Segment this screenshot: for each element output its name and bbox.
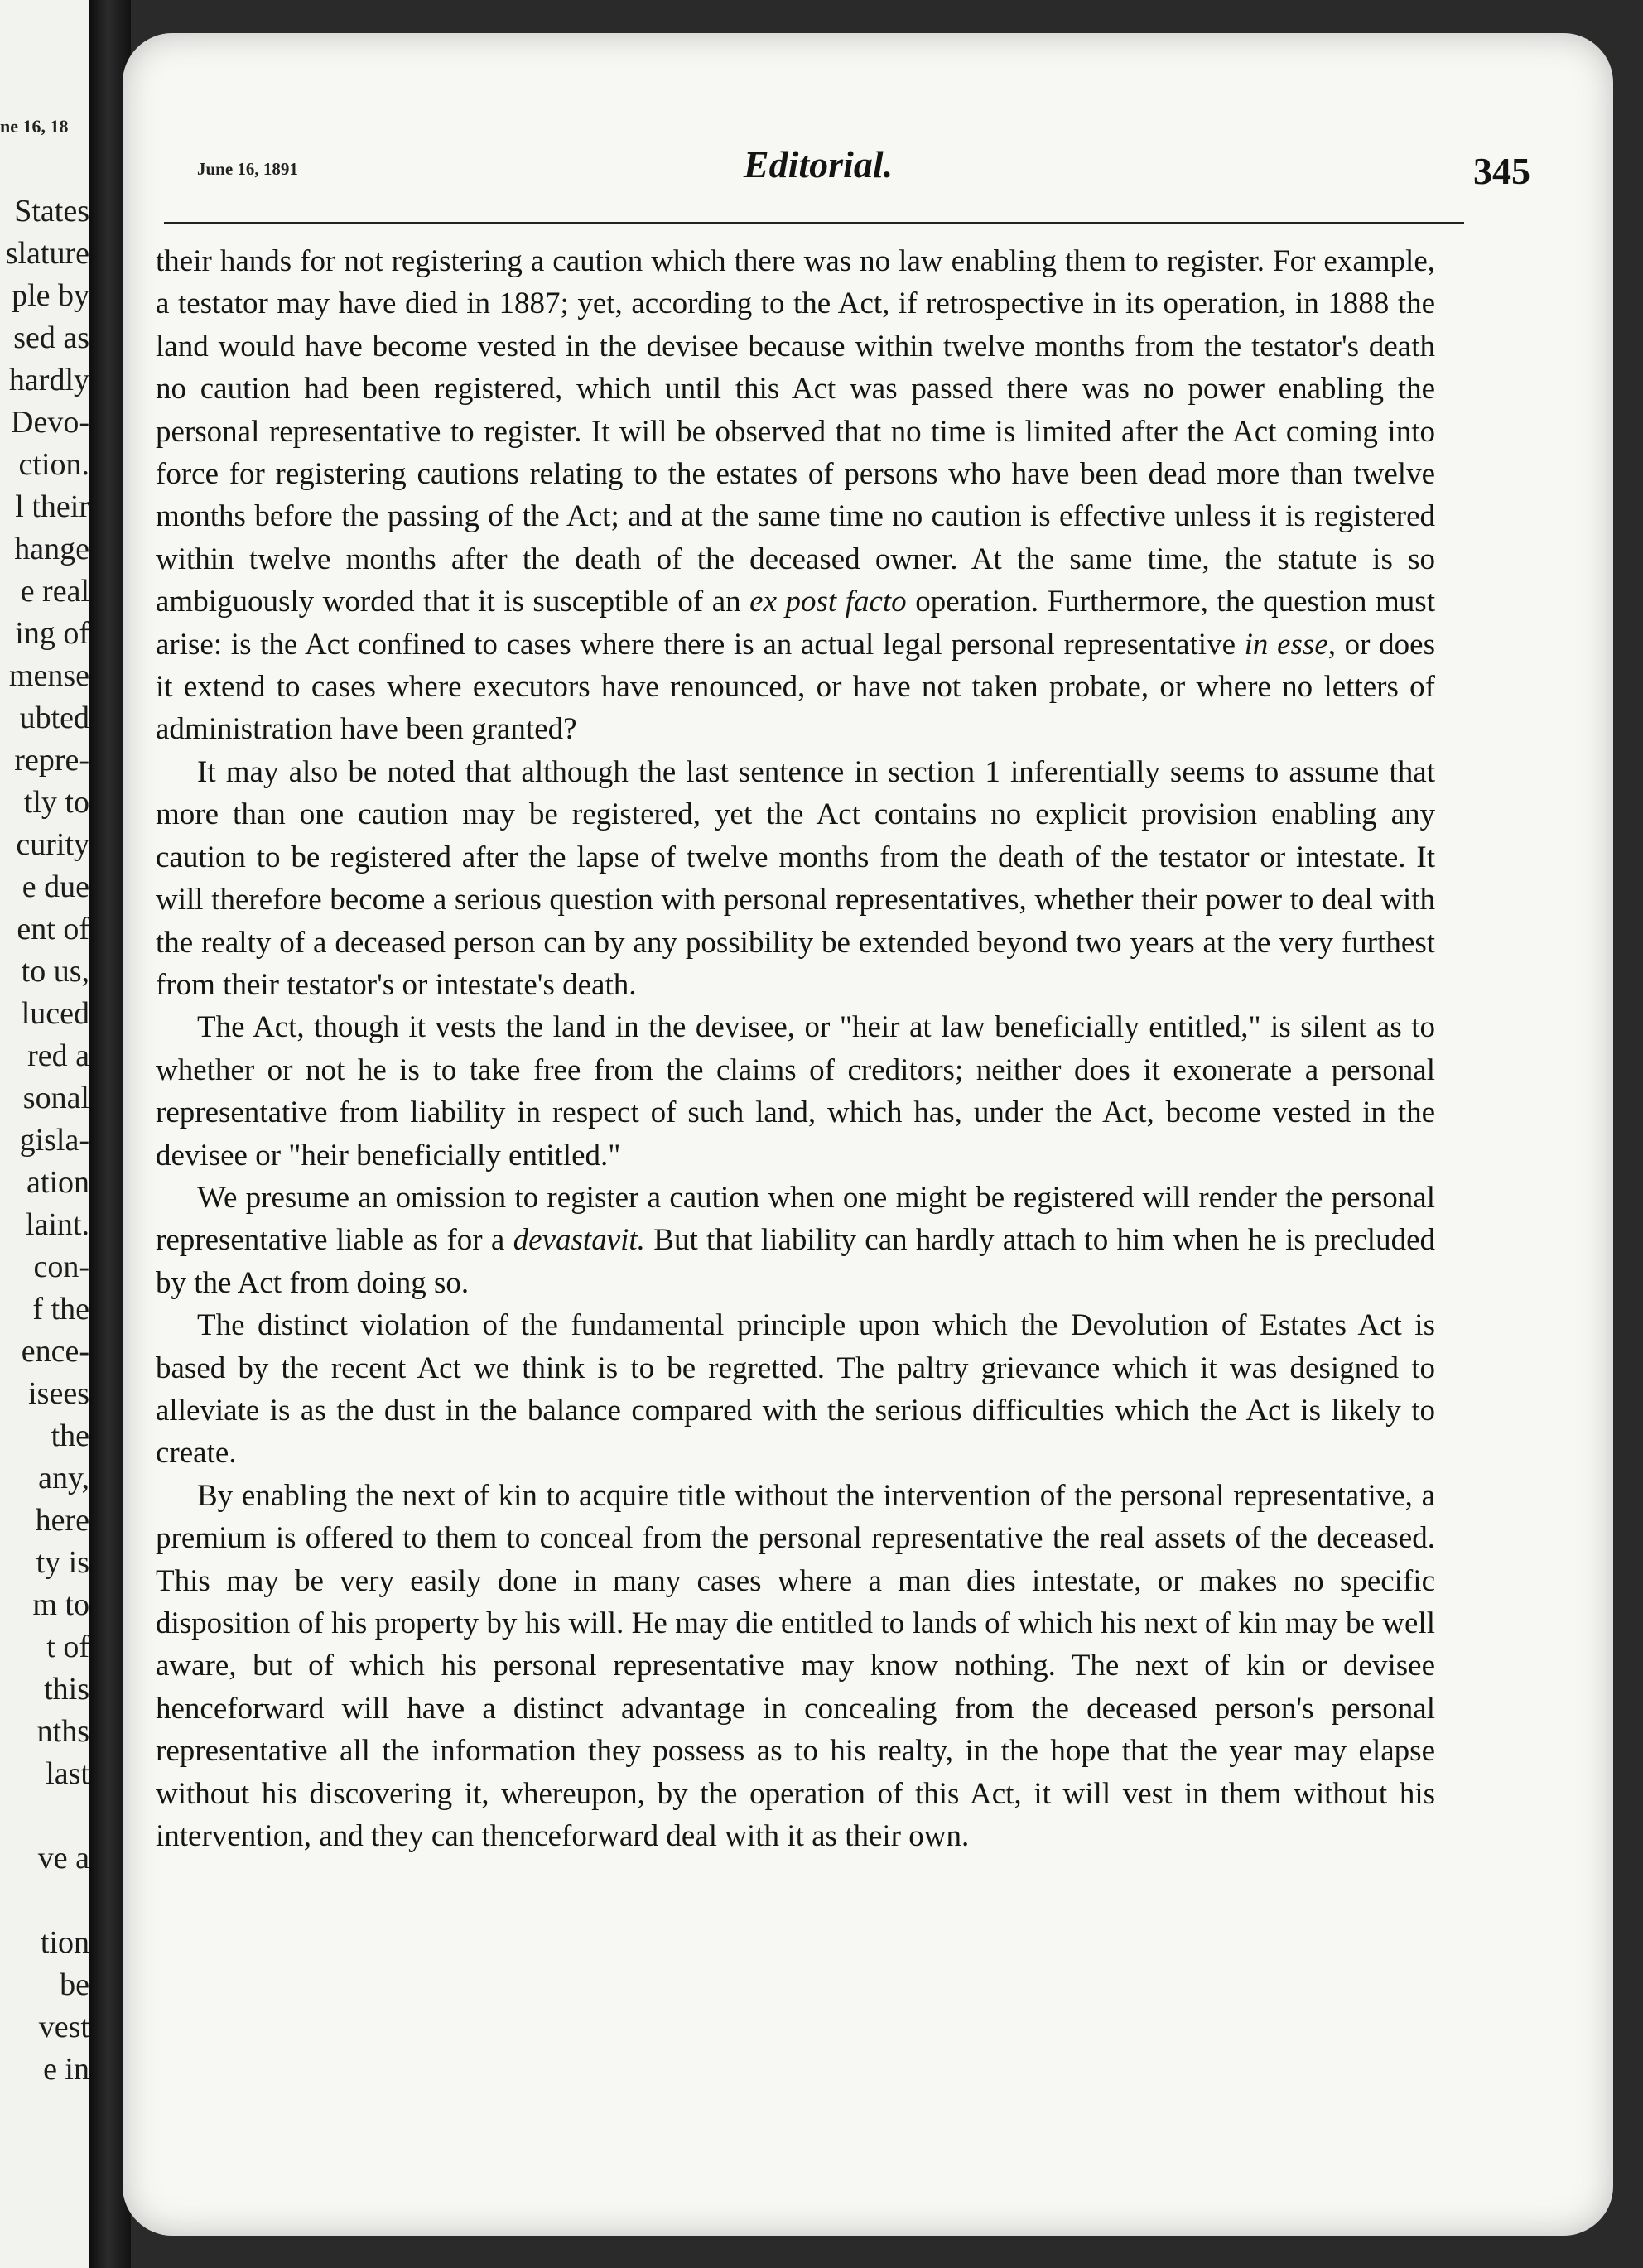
previous-page-line: hange [14, 532, 89, 566]
previous-page-line: ty is [36, 1545, 89, 1580]
previous-page-line: ve a [37, 1841, 89, 1876]
running-date: June 16, 1891 [197, 159, 298, 179]
previous-page-line: nths [36, 1714, 89, 1749]
previous-page-line: Devo- [11, 405, 89, 440]
previous-page-line: sonal [22, 1081, 89, 1115]
page-number: 345 [1473, 150, 1530, 192]
previous-page-line: this [44, 1672, 89, 1707]
previous-page-line: sed as [13, 320, 89, 355]
previous-page-header: ne 16, 18 [0, 116, 69, 137]
previous-page-line: tion [40, 1925, 89, 1960]
previous-page-line: last [46, 1756, 89, 1791]
previous-page-line: tly to [23, 785, 89, 820]
previous-page-line: hardly [8, 363, 89, 397]
previous-page-fragment [0, 0, 98, 2268]
document-page [123, 33, 1613, 2236]
previous-page-line: ple by [12, 278, 89, 313]
previous-page-line: f the [32, 1292, 89, 1327]
previous-page-line: isees [28, 1376, 89, 1411]
previous-page-line: the [51, 1418, 89, 1453]
previous-page-line [0, 1795, 89, 1837]
previous-page-line: laint. [25, 1207, 89, 1242]
previous-page-line: e real [20, 574, 89, 609]
previous-page-line: ence- [21, 1334, 89, 1369]
previous-page-line: repre- [14, 743, 89, 778]
previous-page-line: t of [46, 1630, 89, 1664]
previous-page-line: vest [38, 2010, 89, 2044]
page-header [156, 124, 1530, 192]
previous-page-line: States [14, 194, 89, 229]
article-body [156, 240, 1435, 1857]
previous-page-line: red a [27, 1038, 89, 1073]
paragraph-2: It may also be noted that although the last sentence in section 1 inferentially seems to assume that more than one caution may be registered, yet the Act contains no explicit provision enabling any caution to be registered after the lapse of twelve months from the death of the testator or intestate. It will therefore become a serious question with personal representatives, whether their power to deal with the realty of a deceased person can by any possibility be extended beyond two years at the very furthest from their testator's or intestate's death. [156, 754, 1435, 1002]
previous-page-line: con- [33, 1250, 89, 1284]
previous-page-line: m to [32, 1587, 89, 1622]
paragraph-6: By enabling the next of kin to acquire title without the intervention of the personal representative, a premium is offered to them to conceal from the personal representative the real assets of the deceased. This may be very easily done in many cases where a man dies intestate, or makes no specific disposition of his property by his will. He may die entitled to lands of which his next of kin may be well aware, but of which his personal representative may know nothing. The next of kin or devisee henceforward will have a distinct advantage in concealing from the deceased person's personal representative all the information they possess as to his realty, in the hope that the year may elapse without his discovering it, whereupon, by the operation of this Act, it will vest in them without his intervention, and they can thenceforward deal with it as their own. [156, 1478, 1435, 1854]
previous-page-line: ction. [18, 447, 89, 482]
paragraph-5: The distinct violation of the fundamental principle upon which the Devolution of Estates Act is based by the recent Act we think is to be regretted. The paltry grievance which it was designed to alleviate is as the dust in the balance compared with the serious difficulties which the Act is likely to create. [156, 1308, 1435, 1471]
previous-page-line: curity [16, 827, 89, 862]
previous-page-line: ation [26, 1165, 89, 1200]
previous-page-line: any, [38, 1461, 89, 1495]
previous-page-lines [0, 190, 98, 2091]
previous-page-line: be [60, 1967, 89, 2002]
latin-term: devastavit. [513, 1223, 645, 1258]
previous-page-line: e due [22, 869, 89, 904]
previous-page-line: ent of [17, 912, 89, 946]
header-rule [164, 222, 1464, 224]
previous-page-line: ing of [15, 616, 89, 651]
previous-page-line: luced [21, 996, 89, 1031]
previous-page-line: to us, [21, 954, 89, 989]
latin-phrase: ex post facto [749, 585, 907, 619]
previous-page-line: l their [15, 489, 89, 524]
paragraph-4: We presume an omission to register a caution when one might be registered will render the personal representative liable as for a devastavit. But that liability can hardly attach to him when he is precluded by the Act from doing so. [156, 1180, 1435, 1300]
latin-phrase: in esse [1244, 627, 1328, 662]
paragraph-1: their hands for not registering a caution which there was no law enabling them to register. For example, a testator may have died in 1887; yet, according to the Act, if retrospective in its operation, in 1888 the land would have become vested in the devisee because within twelve months from the testator's death no caution had been registered, which until this Act was passed there was no power enabling the personal representative to register. It will be observed that no time is limited after the Act coming into force for registering cautions relating to the estates of persons who have been dead more than twelve months before the passing of the Act; and at the same time no caution is effective unless it is registered within twelve months after the death of the deceased owner. At the same time, the statute is so ambiguously worded that it is susceptible of an ex post facto operation. Furthermore, the question must arise: is the Act confined to cases where there is an actual legal personal representative in esse, or does it extend to cases where executors have renounced, or have not taken probate, or where no letters of administration have been granted? [156, 244, 1435, 747]
previous-page-line: gisla- [19, 1123, 89, 1158]
previous-page-line: here [35, 1503, 89, 1538]
previous-page-line: ubted [19, 701, 89, 735]
running-title: Editorial. [743, 143, 894, 185]
paragraph-3: The Act, though it vests the land in the devisee, or "heir at law beneficially entitled," is silent as to whether or not he is to take free from the claims of creditors; neither does it exonerate a personal representative from liability in respect of such land, which has, under the Act, become vested in the devisee or "heir beneficially entitled." [156, 1010, 1435, 1173]
previous-page-line: slature [5, 236, 89, 271]
previous-page-line [0, 1880, 89, 1922]
previous-page-line: mense [8, 658, 89, 693]
previous-page-line: e in [43, 2052, 89, 2087]
